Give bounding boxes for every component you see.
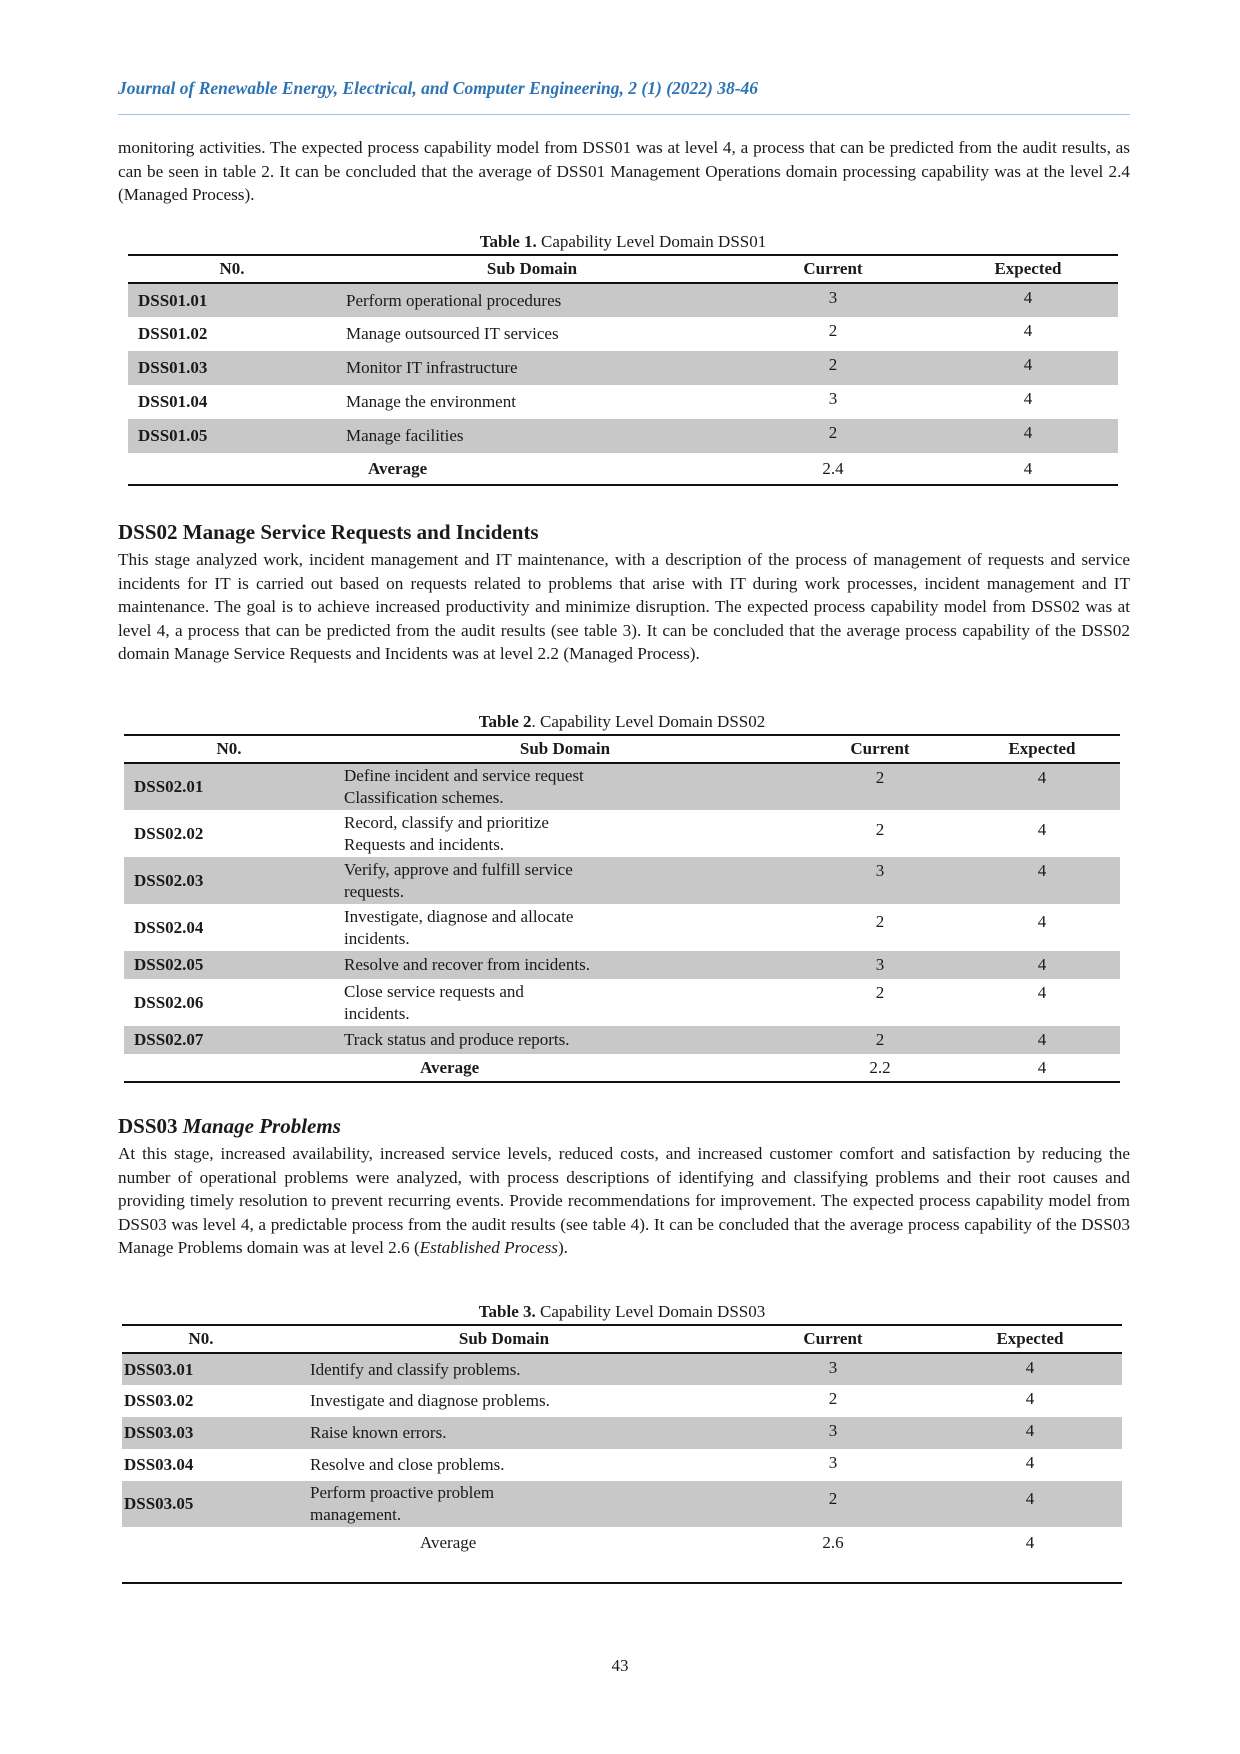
table-3-header-row <box>122 1325 1122 1353</box>
column-header-no: N0. <box>128 255 336 283</box>
section-heading-dss02: DSS02 Manage Service Requests and Incidents <box>118 520 539 544</box>
table-1-header-row <box>128 255 1118 283</box>
column-header-no: N0. <box>122 1325 280 1353</box>
table-row: DSS03.05 Perform proactive problem management. 2 4 <box>122 1481 1122 1527</box>
table-row: DSS02.04 Investigate, diagnose and allocate incidents. 2 4 <box>134 906 1047 948</box>
dss03-paragraph: At this stage, increased availability, increased service levels, reduced costs, and increased customer comfort and satisfaction by reducing the number of operational problems were analyzed, with process descriptions of identifying and classifying problems and their root causes and providing timely resolution to prevent recurring events. Provide recommendations for improvement. The expected process capability model from DSS03 was level 4, a predictable process from the audit results (see table 4). It can be concluded that the average process capability of the DSS03 Manage Problems domain was at level 2.6 (Established Process). <box>118 1144 1130 1257</box>
table-row: DSS01.05 Manage facilities 2 4 <box>128 419 1118 453</box>
table-row: DSS02.03 Verify, approve and fulfill service requests. 3 4 <box>124 857 1120 904</box>
column-header-expected: Expected <box>938 1325 1122 1353</box>
table-row: DSS02.01 Define incident and service request Classification schemes. 2 4 <box>124 763 1120 810</box>
column-header-sub-domain: Sub Domain <box>280 1325 728 1353</box>
table-row: DSS01.03 Monitor IT infrastructure 2 4 <box>128 351 1118 385</box>
column-header-sub-domain: Sub Domain <box>336 255 728 283</box>
table-row: DSS03.02 Investigate and diagnose problems. 2 4 <box>124 1389 1035 1410</box>
table-row: DSS02.05 Resolve and recover from incidents. 3 4 <box>124 951 1120 979</box>
table-row: DSS01.02 Manage outsourced IT services 2 4 <box>138 321 1033 343</box>
table-average-row: Average 2.4 4 <box>128 453 1118 485</box>
table-row: DSS01.01 Perform operational procedures 3 4 <box>128 283 1118 317</box>
intro-paragraph: monitoring activities. The expected process capability model from DSS01 was at level 4, a process that can be predicted from the audit results, as can be seen in table 2. It can be concluded that the average of DSS01 Management Operations domain processing capability was at the level 2.4 (Managed Process). <box>118 138 1130 204</box>
column-header-expected: Expected <box>938 255 1118 283</box>
table-3-caption: Table 3. Capability Level Domain DSS03 <box>478 1302 766 1321</box>
table-2 <box>124 710 1120 1083</box>
table-row: DSS03.03 Raise known errors. 3 4 <box>122 1417 1122 1449</box>
header-rule <box>118 114 1130 115</box>
table-row: DSS02.02 Record, classify and prioritize Requests and incidents. 2 4 <box>134 812 1047 854</box>
dss02-paragraph: This stage analyzed work, incident management and IT maintenance, with a description of the process of management of requests and service incidents for IT is carried out based on requests related to problems that arise with IT during work processes, incident management and IT maintenance. The goal is to achieve increased productivity and minimize disruption. The expected process capability model from DSS02 was at level 4, a process that can be predicted from the audit results (see table 3). It can be concluded that the average process capability of the DSS02 domain Manage Service Requests and Incidents was at level 2.2 (Managed Process). <box>118 550 1130 663</box>
column-header-no: N0. <box>124 735 334 763</box>
page-number: 43 <box>611 1656 629 1675</box>
table-row: DSS03.01 Identify and classify problems. 3 4 <box>122 1353 1122 1385</box>
column-header-current: Current <box>796 735 964 763</box>
table-3 <box>122 1300 1122 1584</box>
table-2-header-row <box>124 735 1120 763</box>
table-row: DSS03.04 Resolve and close problems. 3 4 <box>124 1453 1035 1474</box>
column-header-current: Current <box>728 1325 938 1353</box>
table-row: DSS01.04 Manage the environment 3 4 <box>138 389 1033 411</box>
column-header-expected: Expected <box>964 735 1120 763</box>
table-average-row: Average 2.2 4 <box>124 1054 1120 1082</box>
table-2-caption: Table 2. Capability Level Domain DSS02 <box>478 712 766 731</box>
table-1 <box>128 230 1118 486</box>
table-average-row: Average 2.6 4 <box>122 1527 1122 1583</box>
column-header-sub-domain: Sub Domain <box>334 735 796 763</box>
column-header-current: Current <box>728 255 938 283</box>
table-row: DSS02.06 Close service requests and incidents. 2 4 <box>134 981 1047 1023</box>
journal-header: Journal of Renewable Energy, Electrical, and Computer Engineering, 2 (1) (2022) 38-46 <box>118 78 759 98</box>
table-row: DSS02.07 Track status and produce reports. 2 4 <box>124 1026 1120 1054</box>
section-heading-dss03: DSS03 Manage Problems <box>118 1114 341 1138</box>
table-1-caption: Table 1. Capability Level Domain DSS01 <box>479 232 767 251</box>
